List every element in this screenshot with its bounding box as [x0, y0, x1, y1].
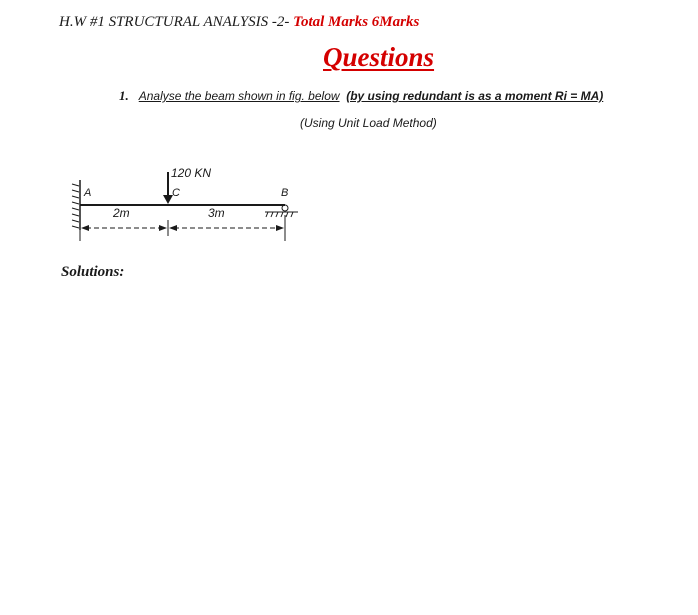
load-label: 120 KN [171, 166, 212, 180]
method-note: (Using Unit Load Method) [300, 116, 437, 130]
span-cb-label: 3m [208, 206, 225, 220]
question-text: Analyse the beam shown in fig. below [138, 89, 340, 103]
fixed-support-a [72, 180, 80, 241]
label-b: B [281, 187, 289, 199]
question-number: 1. [119, 88, 129, 103]
questions-heading: Questions [323, 42, 435, 72]
label-c: C [172, 187, 180, 199]
question-condition: (by using redundant is as a moment Ri = MA) [346, 89, 604, 103]
span-ac-label: 2m [113, 206, 130, 220]
header-title: H.W #1 STRUCTURAL ANALYSIS -2- [59, 14, 294, 30]
dimension-lines [81, 220, 284, 236]
label-a: A [84, 187, 92, 199]
pin-support-b [265, 205, 298, 241]
total-marks: Total Marks 6Marks [293, 14, 420, 30]
solutions-label: Solutions: [61, 264, 125, 280]
